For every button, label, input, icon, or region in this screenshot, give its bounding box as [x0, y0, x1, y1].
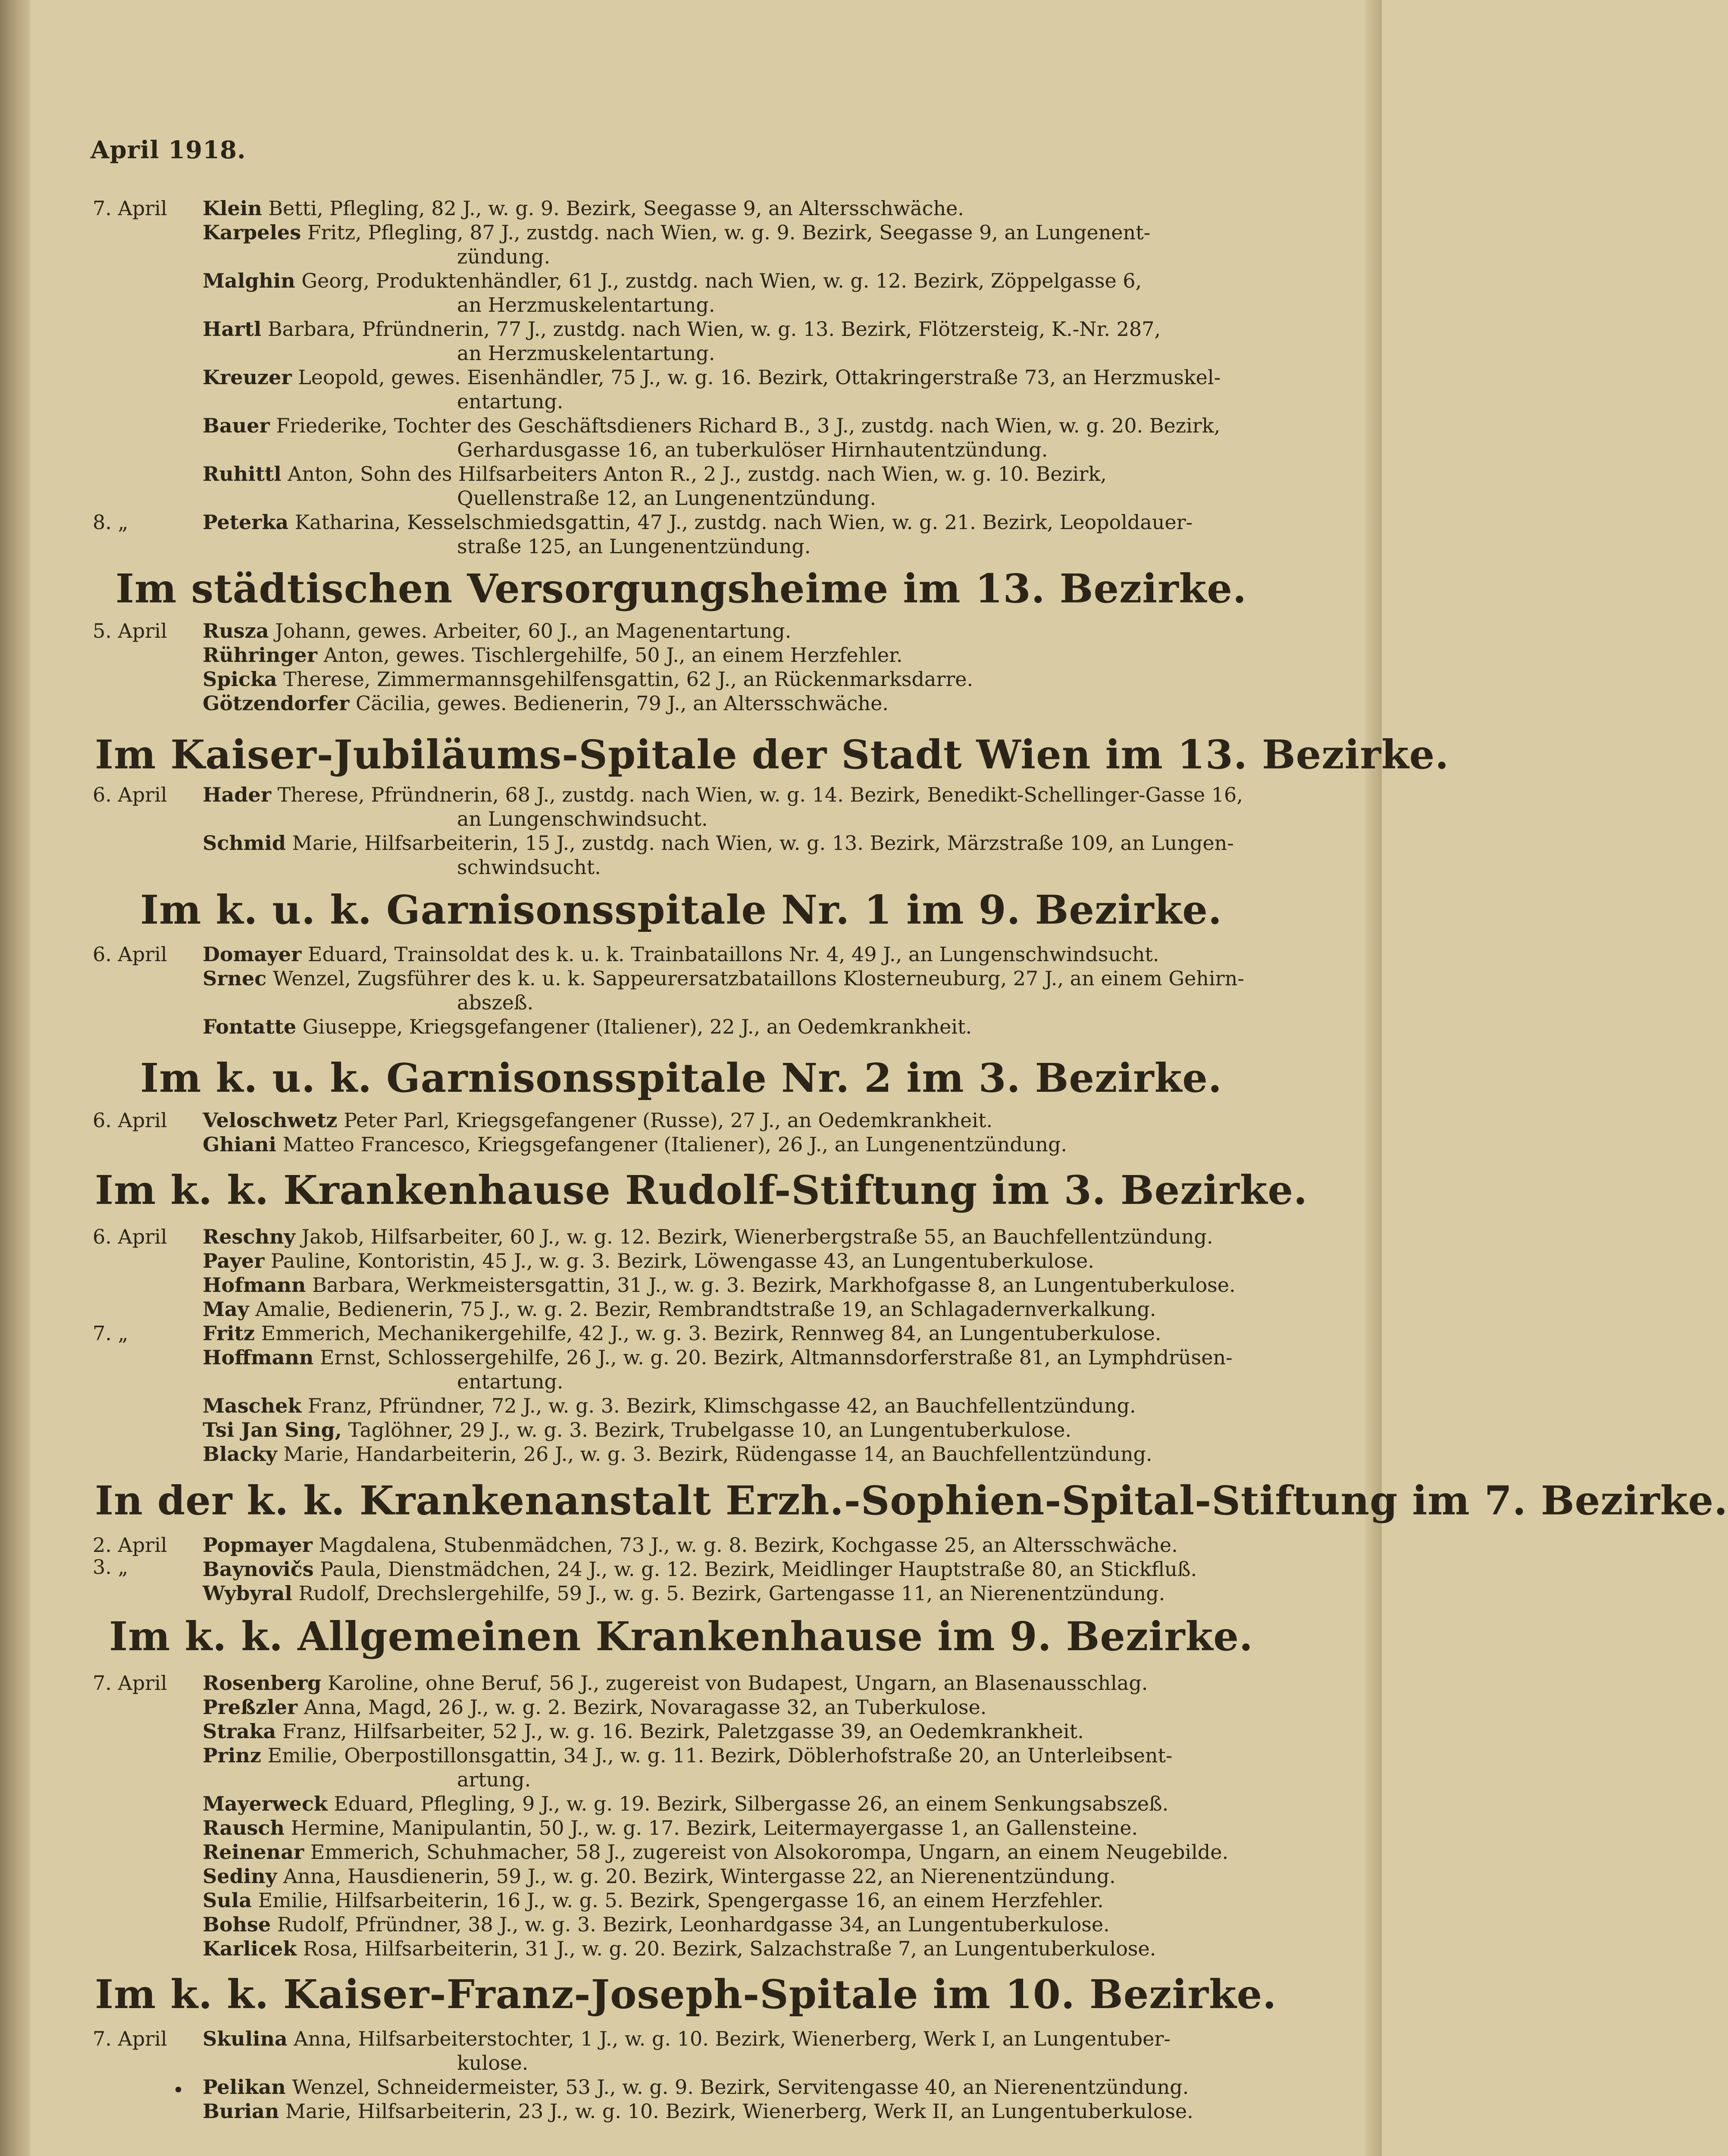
- entry-text: Cäcilia, gewes. Bedienerin, 79 J., an Altersschwäche.: [356, 692, 889, 715]
- entry-date: 7. April: [93, 1671, 167, 1695]
- entry-text: Therese, Zimmermannsgehilfensgattin, 62 J., an Rückenmarksdarre.: [283, 667, 974, 691]
- entry-date: 2. April: [93, 1533, 167, 1557]
- death-entry: [203, 619, 1255, 643]
- entry-surname: Pelikan: [203, 2075, 286, 2099]
- entry-text: Franz, Hilfsarbeiter, 52 J., w. g. 16. Bezirk, Paletzgasse 39, an Oedemkrankheit.: [282, 1720, 1084, 1743]
- death-entry: [203, 1273, 1255, 1297]
- death-entry: [203, 1695, 1255, 1719]
- death-entry: [203, 1394, 1255, 1418]
- entry-continuation: Gerhardusgasse 16, an tuberkulöser Hirnhautentzündung.: [457, 438, 1048, 461]
- death-entry: [203, 1442, 1255, 1466]
- entry-surname: Bauer: [203, 414, 270, 437]
- death-entry: [203, 667, 1255, 691]
- entry-text: Rudolf, Pfründner, 38 J., w. g. 3. Bezirk, Leonhardgasse 34, an Lungentuberkulose.: [277, 1913, 1110, 1936]
- entry-surname: Veloschwetz: [203, 1109, 338, 1132]
- section-heading: Im k. k. Allgemeinen Krankenhause im 9. Bezirke.: [109, 1613, 1253, 1660]
- death-entry: [203, 1792, 1255, 1816]
- entry-text: Betti, Pflegling, 82 J., w. g. 9. Bezirk, Seegasse 9, an Altersschwäche.: [268, 197, 964, 220]
- death-entry: [203, 1533, 1255, 1557]
- entry-surname: Burian: [203, 2100, 279, 2123]
- entry-date: 7. „: [93, 1322, 128, 1345]
- entry-text: Marie, Hilfsarbeiterin, 23 J., w. g. 10. Bezirk, Wienerberg, Werk II, an Lungentuberkulose.: [285, 2100, 1193, 2123]
- death-entry: [203, 1840, 1255, 1864]
- entry-text: Taglöhner, 29 J., w. g. 3. Bezirk, Trubelgasse 10, an Lungentuberkulose.: [348, 1418, 1072, 1442]
- entry-surname: Maschek: [203, 1394, 302, 1417]
- entry-surname: Blacky: [203, 1442, 277, 1466]
- entry-text: Anna, Hilfsarbeiterstochter, 1 J., w. g. 10. Bezirk, Wienerberg, Werk I, an Lungentuber-: [294, 2027, 1171, 2050]
- entry-surname: Popmayer: [203, 1533, 313, 1557]
- entry-date: 6. April: [93, 943, 167, 966]
- entry-continuation: schwindsucht.: [457, 856, 601, 879]
- death-entry: [203, 1108, 1255, 1132]
- death-entry: [203, 1816, 1255, 1840]
- entry-text: Katharina, Kesselschmiedsgattin, 47 J., zustdg. nach Wien, w. g. 21. Bezirk, Leopoldauer-: [294, 511, 1193, 534]
- entry-surname: Preßzler: [203, 1695, 298, 1719]
- entry-text: Therese, Pfründnerin, 68 J., zustdg. nach Wien, w. g. 14. Bezirk, Benedikt-Schellinger-Gasse 16,: [277, 783, 1243, 806]
- entry-text: Marie, Hilfsarbeiterin, 15 J., zustdg. nach Wien, w. g. 13. Bezirk, Märzstraße 109, an Lungen-: [292, 831, 1234, 855]
- entry-text: Friederike, Tochter des Geschäftsdieners Richard B., 3 J., zustdg. nach Wien, w. g. 20. Bezirk,: [276, 414, 1221, 437]
- entry-text: Karoline, ohne Beruf, 56 J., zugereist von Budapest, Ungarn, an Blasenausschlag.: [327, 1671, 1148, 1695]
- death-entry: [203, 220, 1255, 269]
- entry-text: Eduard, Trainsoldat des k. u. k. Trainbataillons Nr. 4, 49 J., an Lungenschwindsucht.: [307, 943, 1159, 966]
- entry-surname: Sula: [203, 1889, 252, 1912]
- death-entry: [203, 196, 1255, 220]
- death-entry: [203, 1132, 1255, 1156]
- death-entry: [203, 1249, 1255, 1273]
- death-entry: [203, 1418, 1255, 1442]
- death-entry: [203, 414, 1255, 462]
- entry-surname: Sediny: [203, 1865, 277, 1888]
- entry-text: Georg, Produktenhändler, 61 J., zustdg. nach Wien, w. g. 12. Bezirk, Zöppelgasse 6,: [301, 269, 1142, 292]
- death-entry: [203, 317, 1255, 365]
- entry-surname: Hofmann: [203, 1273, 306, 1297]
- entry-text: Wenzel, Schneidermeister, 53 J., w. g. 9. Bezirk, Servitengasse 40, an Nierenentzündung.: [292, 2075, 1189, 2099]
- entry-text: Anna, Magd, 26 J., w. g. 2. Bezirk, Novaragasse 32, an Tuberkulose.: [304, 1695, 987, 1719]
- section-heading: Im k. k. Krankenhause Rudolf-Stiftung im 3. Bezirke.: [95, 1167, 1308, 1213]
- entry-text: Marie, Handarbeiterin, 26 J., w. g. 3. Bezirk, Rüdengasse 14, an Bauchfellentzündung.: [283, 1442, 1152, 1466]
- entry-continuation: an Herzmuskelentartung.: [457, 293, 715, 317]
- entry-continuation: straße 125, an Lungenentzündung.: [457, 535, 811, 558]
- death-entry: [203, 1015, 1255, 1039]
- entry-date: 6. April: [93, 1225, 167, 1248]
- entry-date: 3. „: [93, 1555, 128, 1579]
- death-entry: [203, 1345, 1255, 1394]
- entry-text: Magdalena, Stubenmädchen, 73 J., w. g. 8. Bezirk, Kochgasse 25, an Altersschwäche.: [319, 1533, 1178, 1557]
- entry-continuation: kulose.: [457, 2051, 529, 2075]
- entry-text: Eduard, Pflegling, 9 J., w. g. 19. Bezirk, Silbergasse 26, an einem Senkungsabszeß.: [334, 1792, 1169, 1815]
- death-entry: [203, 510, 1255, 558]
- death-entry: [203, 2099, 1255, 2123]
- entry-surname: Reschny: [203, 1225, 296, 1248]
- entry-text: Wenzel, Zugsführer des k. u. k. Sappeurersatzbataillons Klosterneuburg, 27 J., an einem Gehirn-: [272, 967, 1244, 990]
- death-entry: [203, 1864, 1255, 1888]
- death-entry: [203, 2027, 1255, 2075]
- death-entry: [203, 691, 1255, 715]
- entry-text: Leopold, gewes. Eisenhändler, 75 J., w. g. 16. Bezirk, Ottakringerstraße 73, an Herzmuskel-: [298, 366, 1221, 389]
- death-entry: [203, 462, 1255, 510]
- entry-surname: Rusza: [203, 619, 269, 642]
- entry-surname: Hader: [203, 783, 271, 806]
- entry-text: Johann, gewes. Arbeiter, 60 J., an Magenentartung.: [275, 619, 792, 642]
- entry-date: 5. April: [93, 619, 167, 642]
- entry-text: Pauline, Kontoristin, 45 J., w. g. 3. Bezirk, Löwengasse 43, an Lungentuberkulose.: [271, 1249, 1094, 1272]
- section-heading: In der k. k. Krankenanstalt Erzh.-Sophien-Spital-Stiftung im 7. Bezirke.: [95, 1477, 1728, 1524]
- entry-surname: Rosenberg: [203, 1671, 322, 1695]
- death-entry: [203, 1671, 1255, 1695]
- entry-text: Peter Parl, Kriegsgefangener (Russe), 27 J., an Oedemkrankheit.: [344, 1109, 993, 1132]
- entry-surname: Payer: [203, 1249, 265, 1272]
- entry-surname: Wybyral: [203, 1582, 292, 1605]
- death-entry: [203, 1297, 1255, 1321]
- entry-text: Fritz, Pflegling, 87 J., zustdg. nach Wien, w. g. 9. Bezirk, Seegasse 9, an Lungenent-: [307, 221, 1151, 244]
- entry-text: Ernst, Schlossergehilfe, 26 J., w. g. 20. Bezirk, Altmannsdorferstraße 81, an Lymphdrüsen-: [319, 1346, 1233, 1369]
- entry-surname: Malghin: [203, 269, 295, 292]
- entry-continuation: Quellenstraße 12, an Lungenentzündung.: [457, 486, 877, 510]
- entry-surname: Baynovičs: [203, 1557, 314, 1581]
- entry-text: Giuseppe, Kriegsgefangener (Italiener), 22 J., an Oedemkrankheit.: [302, 1015, 972, 1038]
- entry-surname: Spicka: [203, 667, 277, 691]
- entry-surname: Karlicek: [203, 1937, 297, 1960]
- entry-text: Amalie, Bedienerin, 75 J., w. g. 2. Bezir, Rembrandtstraße 19, an Schlagadernverkalkung.: [255, 1297, 1156, 1321]
- death-entry: [203, 365, 1255, 414]
- death-entry: [203, 966, 1255, 1015]
- entry-continuation: an Herzmuskelentartung.: [457, 342, 715, 365]
- death-entry: [203, 1719, 1255, 1743]
- entry-surname: Hoffmann: [203, 1346, 314, 1369]
- entry-text: Matteo Francesco, Kriegsgefangener (Italiener), 26 J., an Lungenentzündung.: [282, 1133, 1067, 1156]
- entry-surname: Mayerweck: [203, 1792, 328, 1815]
- entry-text: Anna, Hausdienerin, 59 J., w. g. 20. Bezirk, Wintergasse 22, an Nierenentzündung.: [283, 1865, 1116, 1888]
- death-entry: [203, 1743, 1255, 1792]
- entry-surname: Tsi Jan Sing,: [203, 1418, 342, 1442]
- death-entry: [203, 1937, 1255, 1961]
- entry-continuation: entartung.: [457, 1370, 563, 1393]
- bullet-mark: •: [172, 2078, 185, 2102]
- entry-surname: Kreuzer: [203, 366, 292, 389]
- page-header: April 1918.: [91, 136, 246, 164]
- entry-text: Anton, Sohn des Hilfsarbeiters Anton R., 2 J., zustdg. nach Wien, w. g. 10. Bezirk,: [288, 462, 1107, 486]
- entry-continuation: an Lungenschwindsucht.: [457, 807, 708, 830]
- entry-surname: Hartl: [203, 317, 262, 341]
- entry-surname: May: [203, 1297, 249, 1321]
- entry-surname: Ghiani: [203, 1133, 276, 1156]
- entry-surname: Fritz: [203, 1322, 255, 1345]
- death-entry: [203, 783, 1255, 831]
- entry-text: Hermine, Manipulantin, 50 J., w. g. 17. Bezirk, Leitermayergasse 1, an Gallensteine.: [291, 1816, 1138, 1839]
- entry-text: Emmerich, Schuhmacher, 58 J., zugereist von Alsokorompa, Ungarn, an einem Neugebilde.: [310, 1840, 1229, 1864]
- entry-surname: Rausch: [203, 1816, 285, 1839]
- entry-text: Franz, Pfründner, 72 J., w. g. 3. Bezirk, Klimschgasse 42, an Bauchfellentzündung.: [307, 1394, 1136, 1417]
- entry-surname: Rühringer: [203, 643, 317, 667]
- entry-surname: Klein: [203, 197, 262, 220]
- entry-continuation: abszeß.: [457, 991, 534, 1014]
- death-entry: [203, 831, 1255, 879]
- entry-text: Jakob, Hilfsarbeiter, 60 J., w. g. 12. Bezirk, Wienerbergstraße 55, an Bauchfellentzündung.: [301, 1225, 1213, 1248]
- death-entry: [203, 1581, 1255, 1605]
- death-entry: [203, 1888, 1255, 1912]
- entry-surname: Skulina: [203, 2027, 288, 2050]
- entry-text: Paula, Dienstmädchen, 24 J., w. g. 12. Bezirk, Meidlinger Hauptstraße 80, an Stickfluß.: [320, 1557, 1197, 1581]
- entry-text: Emilie, Hilfsarbeiterin, 16 J., w. g. 5. Bezirk, Spengergasse 16, an einem Herzfehler.: [258, 1889, 1104, 1912]
- entry-text: Barbara, Werkmeistersgattin, 31 J., w. g. 3. Bezirk, Markhofgasse 8, an Lungentuberkulose.: [312, 1273, 1236, 1297]
- section-heading: Im städtischen Versorgungsheime im 13. Bezirke.: [116, 565, 1247, 612]
- entry-surname: Straka: [203, 1720, 276, 1743]
- entry-date: 7. April: [93, 2027, 167, 2050]
- death-entry: [203, 942, 1255, 966]
- entry-surname: Schmid: [203, 831, 286, 855]
- entry-text: Anton, gewes. Tischlergehilfe, 50 J., an einem Herzfehler.: [323, 643, 903, 667]
- entry-surname: Bohse: [203, 1913, 271, 1936]
- entry-surname: Domayer: [203, 943, 302, 966]
- entry-text: Emmerich, Mechanikergehilfe, 42 J., w. g. 3. Bezirk, Rennweg 84, an Lungentuberkulose.: [261, 1322, 1161, 1345]
- entry-text: Barbara, Pfründnerin, 77 J., zustdg. nach Wien, w. g. 13. Bezirk, Flötzersteig, K.-Nr. 287,: [267, 317, 1161, 341]
- entry-surname: Fontatte: [203, 1015, 297, 1038]
- entry-continuation: entartung.: [457, 390, 563, 413]
- entry-continuation: zündung.: [457, 245, 551, 268]
- entry-continuation: artung.: [457, 1768, 531, 1791]
- entry-text: Rosa, Hilfsarbeiterin, 31 J., w. g. 20. Bezirk, Salzachstraße 7, an Lungentuberkulose.: [303, 1937, 1156, 1960]
- death-entry: [203, 1557, 1255, 1581]
- entry-date: 8. „: [93, 511, 128, 534]
- death-entry: [203, 1225, 1255, 1249]
- entry-date: 6. April: [93, 783, 167, 806]
- entry-surname: Karpeles: [203, 221, 301, 244]
- death-entry: [203, 643, 1255, 667]
- death-entry: [203, 1321, 1255, 1345]
- entry-date: 7. April: [93, 197, 167, 220]
- death-entry: [203, 2075, 1255, 2099]
- entry-surname: Götzendorfer: [203, 692, 350, 715]
- section-heading: Im k. k. Kaiser-Franz-Joseph-Spitale im 10. Bezirke.: [95, 1971, 1277, 2018]
- death-entry: [203, 269, 1255, 317]
- entry-surname: Srnec: [203, 967, 267, 990]
- entry-surname: Prinz: [203, 1744, 261, 1767]
- entry-surname: Ruhittl: [203, 462, 282, 486]
- section-heading: Im k. u. k. Garnisonsspitale Nr. 2 im 3. Bezirke.: [140, 1055, 1222, 1101]
- entry-text: Rudolf, Drechslergehilfe, 59 J., w. g. 5. Bezirk, Gartengasse 11, an Nierenentzündung.: [298, 1582, 1165, 1605]
- section-heading: Im k. u. k. Garnisonsspitale Nr. 1 im 9. Bezirke.: [140, 887, 1222, 933]
- death-entry: [203, 1912, 1255, 1937]
- entry-surname: Reinenar: [203, 1840, 304, 1864]
- entry-surname: Peterka: [203, 511, 289, 534]
- section-heading: Im Kaiser-Jubiläums-Spitale der Stadt Wien im 13. Bezirke.: [95, 731, 1449, 778]
- entry-text: Emilie, Oberpostillonsgattin, 34 J., w. g. 11. Bezirk, Döblerhofstraße 20, an Unterleibsent-: [267, 1744, 1173, 1767]
- entry-date: 6. April: [93, 1109, 167, 1132]
